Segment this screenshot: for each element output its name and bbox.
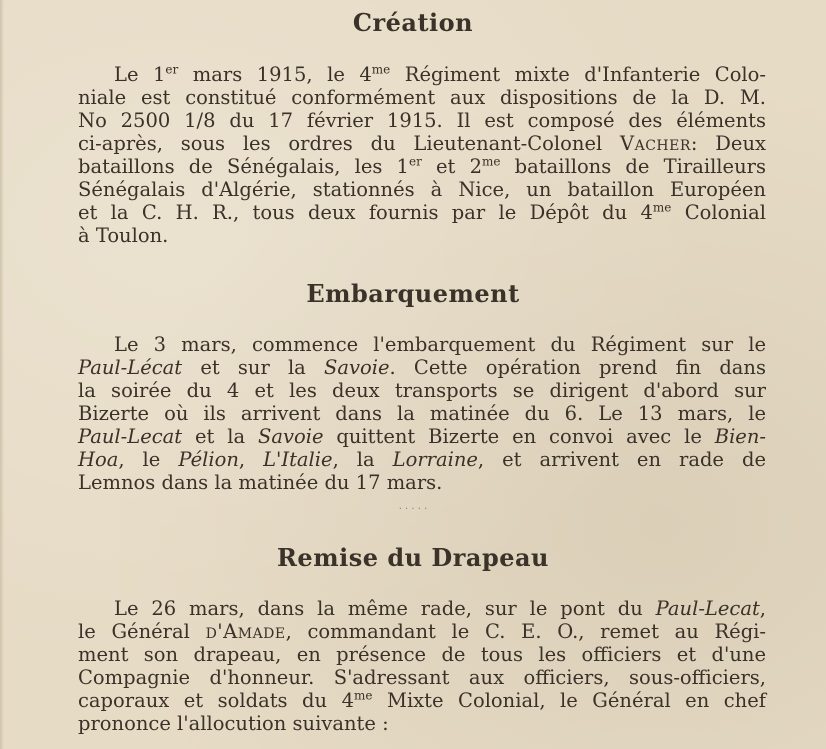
ship-name: Savoie bbox=[323, 356, 390, 379]
paragraph-remise-du-drapeau bbox=[78, 597, 766, 735]
person-name: d'Amade bbox=[205, 620, 286, 643]
text-line: Paul-Lecat et la Savoie quittent Bizerte en convoi avec le Bien- bbox=[78, 425, 766, 448]
text-line: bataillons de Sénégalais, les 1er et $2^{me}$ bataillons de Tirailleurs bbox=[78, 154, 766, 178]
heading-creation: Création bbox=[352, 8, 474, 37]
ship-name: Pélion bbox=[178, 448, 239, 471]
text-line: Le 26 mars, dans la même rade, sur le pont du Paul-Lecat, bbox=[114, 597, 766, 620]
paragraph-creation bbox=[78, 63, 766, 247]
ship-name: Bien- bbox=[714, 425, 766, 448]
heading-embarquement: Embarquement bbox=[306, 279, 520, 308]
text-line: le Général d'Amade, commandant le C. E. O., remet au Régi- bbox=[78, 620, 766, 643]
text-line: prononce l'allocution suivante : bbox=[78, 712, 389, 735]
ship-name: Paul-Lécat bbox=[78, 356, 183, 379]
text-line: Le 1er mars 1915, le $4^{me}$ Régiment mixte d'Infanterie Colo- bbox=[114, 62, 766, 86]
text-line: caporaux et soldats du $4^{me}$ Mixte Colonial, le Général en chef bbox=[78, 688, 767, 712]
text-line: Sénégalais d'Algérie, stationnés à Nice, un bataillon Européen bbox=[78, 178, 766, 201]
heading-remise-du-drapeau: Remise du Drapeau bbox=[276, 543, 549, 572]
paragraph-embarquement bbox=[78, 333, 766, 494]
ship-name: Hoa bbox=[78, 448, 119, 471]
page-edge-shadow bbox=[0, 0, 4, 749]
text-line: la soirée du 4 et les deux transports se dirigent d'abord sur bbox=[78, 379, 766, 402]
ship-name: Lorraine bbox=[392, 448, 478, 471]
text-line: ci-après, sous les ordres du Lieutenant-Colonel Vacher: Deux bbox=[78, 132, 766, 155]
ship-name: Paul-Lecat bbox=[655, 597, 760, 620]
text-line: No 2500 1/8 du 17 février 1915. Il est composé des éléments bbox=[78, 109, 766, 132]
ship-name: L'Italie bbox=[263, 448, 333, 471]
text-line: à Toulon. bbox=[78, 224, 169, 247]
separator-ornament: · · · · · bbox=[398, 504, 428, 515]
text-line: Paul-Lécat et sur la Savoie. Cette opération prend fin dans bbox=[78, 356, 766, 379]
ship-name: Savoie bbox=[257, 425, 324, 448]
text-line: ment son drapeau, en présence de tous les officiers et d'une bbox=[78, 643, 766, 666]
text-line: Lemnos dans la matinée du 17 mars. bbox=[78, 471, 443, 494]
ship-name: Paul-Lecat bbox=[78, 425, 183, 448]
text-line: et la C. H. R., tous deux fournis par le Dépôt du $4^{me}$ Colonial bbox=[78, 200, 766, 224]
person-name: Vacher bbox=[620, 132, 691, 155]
text-line: Hoa, le Pélion, L'Italie, la Lorraine, et arrivent en rade de bbox=[78, 448, 766, 471]
text-line: niale est constitué conformément aux dispositions de la D. M. bbox=[78, 86, 766, 109]
text-line: Bizerte où ils arrivent dans la matinée du 6. Le 13 mars, le bbox=[78, 402, 766, 425]
text-line: Le 3 mars, commence l'embarquement du Régiment sur le bbox=[114, 333, 766, 356]
text-line: Compagnie d'honneur. S'adressant aux officiers, sous-officiers, bbox=[78, 666, 766, 689]
